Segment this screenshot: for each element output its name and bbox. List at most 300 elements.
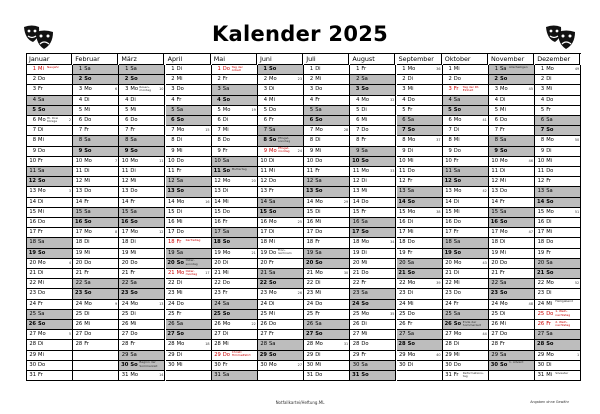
day-number: 14 xyxy=(306,198,314,205)
day-cell xyxy=(443,351,489,361)
day-cell xyxy=(258,208,304,218)
day-cell xyxy=(397,106,443,116)
weekday-label: Di xyxy=(84,310,90,317)
day-number: 31 xyxy=(537,372,545,378)
day-cell xyxy=(166,157,212,167)
day-number: 12 xyxy=(491,178,498,185)
event-label: Silvester xyxy=(555,371,569,375)
weekday-label: Sa xyxy=(269,270,276,276)
day-cell xyxy=(489,340,535,350)
weekday-label: Mi xyxy=(315,219,322,225)
day-cell xyxy=(119,371,165,381)
event-label: Muttertag xyxy=(231,167,247,171)
event-label: Oster-sonntag xyxy=(185,258,198,266)
day-number: 15 xyxy=(167,208,175,215)
day-number: 12 xyxy=(260,178,267,185)
day-cell xyxy=(535,116,581,126)
weekday-label: Mi xyxy=(500,178,506,185)
weekday-label: Mo xyxy=(546,137,554,144)
day-cell xyxy=(258,75,304,85)
day-cell xyxy=(489,85,535,95)
day-number: 27 xyxy=(398,331,406,338)
month-name: Februar xyxy=(73,54,118,65)
day-cell xyxy=(535,269,581,279)
weekday-label: Fr xyxy=(38,86,43,93)
day-number: 5 xyxy=(125,106,129,113)
weekday-label: Sa xyxy=(84,280,91,287)
weekday-label: Mi xyxy=(84,249,91,256)
day-number: 11 xyxy=(121,168,129,174)
weekday-label: Mi xyxy=(84,178,91,185)
day-number: 5 xyxy=(217,106,221,113)
weekday-label: So xyxy=(130,147,138,154)
day-number: 17 xyxy=(214,229,221,236)
weekday-label: Mo xyxy=(269,219,277,225)
day-cell xyxy=(350,96,396,106)
day-number: 13 xyxy=(167,188,175,195)
weekday-label: Mi xyxy=(453,208,460,215)
day-number: 16 xyxy=(537,219,545,225)
weekday-label: Di xyxy=(546,147,552,154)
day-number: 12 xyxy=(75,178,83,185)
day-cell xyxy=(397,300,443,310)
day-number: 12 xyxy=(121,178,129,185)
day-cell xyxy=(304,289,350,299)
day-cell xyxy=(304,96,350,106)
week-number: 15 xyxy=(205,128,210,133)
day-cell xyxy=(119,85,165,95)
week-number: 13 xyxy=(159,301,164,306)
day-number: 21 xyxy=(214,270,221,276)
weekday-label: Do xyxy=(130,331,138,338)
day-cell xyxy=(397,361,443,371)
day-cell xyxy=(350,361,396,371)
weekday-label: Do xyxy=(269,178,277,185)
day-cell xyxy=(73,279,119,289)
day-number: 9 xyxy=(124,147,129,154)
day-cell xyxy=(350,320,396,330)
day-number: 19 xyxy=(260,249,267,256)
day-cell xyxy=(27,228,73,238)
weekday-label: Sa xyxy=(500,66,507,72)
weekday-label: Mi xyxy=(38,66,44,72)
weekday-label: Do xyxy=(222,351,230,358)
weekday-label: Mi xyxy=(38,280,44,287)
day-cell xyxy=(397,147,443,157)
weekday-label: Mi xyxy=(176,361,183,368)
day-number: 1 xyxy=(125,66,129,72)
weekday-label: So xyxy=(453,178,462,185)
weekday-label: Sa xyxy=(361,76,368,83)
holiday-label: 2. Weih-nachtstag xyxy=(555,320,571,327)
page-title: Kalender 2025 xyxy=(211,22,389,46)
day-number: 15 xyxy=(75,208,83,215)
weekday-label: Sa xyxy=(315,321,322,327)
day-number: 7 xyxy=(448,127,452,134)
day-cell xyxy=(212,259,258,269)
weekday-label: Fr xyxy=(315,96,320,103)
day-cell xyxy=(27,289,73,299)
month-column xyxy=(304,54,350,381)
weekday-label: So xyxy=(546,270,554,276)
day-number: 3 xyxy=(494,86,498,93)
weekday-label: Di xyxy=(500,239,506,246)
day-number: 28 xyxy=(260,341,267,348)
day-cell xyxy=(27,167,73,177)
weekday-label: Mi xyxy=(546,157,553,164)
day-cell xyxy=(119,198,165,208)
day-number: 1 xyxy=(402,66,406,72)
day-cell xyxy=(397,340,443,350)
weekday-label: Sa xyxy=(130,137,137,144)
day-cell xyxy=(535,361,581,371)
day-number: 23 xyxy=(214,290,221,297)
day-number: 12 xyxy=(167,178,175,185)
weekday-label: Di xyxy=(269,157,275,164)
day-cell xyxy=(212,85,258,95)
weekday-label: Sa xyxy=(453,96,461,103)
day-number: 4 xyxy=(494,96,498,103)
day-cell xyxy=(304,218,350,228)
weekday-label: So xyxy=(176,188,184,195)
weekday-label: Mi xyxy=(176,219,183,225)
holiday-label: Christi Himmelfahrt xyxy=(231,350,251,358)
day-number: 3 xyxy=(540,86,545,93)
day-cell xyxy=(489,65,535,75)
day-cell xyxy=(350,75,396,85)
weekday-label: Mi xyxy=(361,331,368,338)
day-cell xyxy=(350,371,396,381)
weekday-label: Sa xyxy=(222,229,230,236)
day-number: 22 xyxy=(75,280,83,287)
day-number: 15 xyxy=(259,208,267,215)
day-cell xyxy=(397,177,443,187)
event-label: Heiligabend xyxy=(555,299,574,304)
day-cell xyxy=(258,136,304,146)
day-cell xyxy=(397,218,443,228)
day-cell xyxy=(258,218,304,228)
day-number: 23 xyxy=(74,290,83,297)
day-number: 15 xyxy=(121,208,129,215)
day-number: 4 xyxy=(125,96,129,103)
weekday-label: Mi xyxy=(546,300,553,307)
day-number: 13 xyxy=(305,188,314,195)
day-cell xyxy=(119,269,165,279)
day-cell xyxy=(443,187,489,197)
month-column xyxy=(397,54,443,381)
weekday-label: So xyxy=(500,361,508,368)
day-number: 8 xyxy=(356,137,360,144)
weekday-label: Do xyxy=(222,66,230,72)
day-cell xyxy=(73,330,119,340)
weekday-label: Do xyxy=(315,86,323,93)
day-cell xyxy=(535,340,581,350)
day-cell xyxy=(535,96,581,106)
weekday-label: Do xyxy=(269,249,277,256)
day-number: 20 xyxy=(260,259,267,266)
month-column xyxy=(258,54,304,381)
day-number: 7 xyxy=(217,127,221,134)
day-number: 7 xyxy=(356,127,360,134)
day-number: 11 xyxy=(445,168,452,174)
weekday-label: Mi xyxy=(453,137,460,144)
day-number: 10 xyxy=(121,157,129,164)
weekday-label: Do xyxy=(546,168,554,174)
day-cell xyxy=(443,65,489,75)
weekday-label: So xyxy=(222,239,231,246)
day-number: 19 xyxy=(28,249,36,256)
day-number: 3 xyxy=(309,86,314,93)
day-number: 21 xyxy=(536,270,545,276)
day-number: 24 xyxy=(29,300,36,307)
day-number: 6 xyxy=(402,117,406,123)
day-number: 15 xyxy=(398,208,406,215)
day-cell xyxy=(304,147,350,157)
weekday-label: Di xyxy=(315,137,321,144)
weekday-label: Mo xyxy=(315,198,323,205)
day-number: 13 xyxy=(445,188,452,195)
day-cell xyxy=(397,126,443,136)
day-cell xyxy=(535,238,581,248)
weekday-label: Fr xyxy=(176,96,182,103)
day-number: 2 xyxy=(32,76,36,83)
weekday-label: Mo xyxy=(407,208,416,215)
day-number: 16 xyxy=(74,219,83,225)
day-cell xyxy=(304,259,350,269)
day-cell xyxy=(27,279,73,289)
day-cell xyxy=(489,218,535,228)
day-number: 4 xyxy=(356,96,360,103)
day-cell xyxy=(350,85,396,95)
day-number: 18 xyxy=(29,239,36,246)
day-cell xyxy=(258,65,304,75)
day-number: 30 xyxy=(398,361,406,368)
day-cell xyxy=(304,126,350,136)
day-number: 4 xyxy=(32,96,36,103)
day-number: 1 xyxy=(309,66,314,72)
day-cell xyxy=(304,300,350,310)
day-cell xyxy=(535,228,581,238)
day-number: 3 xyxy=(32,86,36,93)
weekday-label: So xyxy=(176,117,184,123)
day-number: 29 xyxy=(121,351,129,358)
day-cell xyxy=(304,351,350,361)
weekday-label: Sa xyxy=(453,168,461,174)
day-cell xyxy=(27,65,73,75)
day-cell xyxy=(73,85,119,95)
weekday-label: Sa xyxy=(130,351,137,358)
day-number: 2 xyxy=(356,76,360,83)
day-cell xyxy=(350,106,396,116)
day-number: 26 xyxy=(398,321,406,327)
weekday-label: Sa xyxy=(407,188,415,195)
weekday-label: So xyxy=(500,147,508,154)
week-number: 18 xyxy=(205,342,210,347)
day-cell xyxy=(397,65,443,75)
month-name: Oktober xyxy=(443,54,488,65)
empty-cell xyxy=(73,371,119,381)
weekday-label: So xyxy=(546,127,554,134)
day-cell xyxy=(27,330,73,340)
day-number: 8 xyxy=(125,137,129,144)
weekday-label: Mo xyxy=(361,168,370,174)
weekday-label: Sa xyxy=(176,249,184,256)
day-cell xyxy=(443,289,489,299)
weekday-label: Mo xyxy=(176,341,185,348)
day-cell xyxy=(397,289,443,299)
day-cell xyxy=(535,136,581,146)
day-cell xyxy=(119,65,165,75)
month-name: November xyxy=(489,54,534,65)
day-cell xyxy=(27,157,73,167)
day-number: 29 xyxy=(352,351,360,358)
day-number: 18 xyxy=(306,239,314,246)
day-cell xyxy=(166,167,212,177)
day-cell xyxy=(212,228,258,238)
day-number: 26 xyxy=(537,321,545,327)
week-number: 8 xyxy=(115,230,118,235)
day-number: 13 xyxy=(398,188,406,195)
day-cell xyxy=(212,106,258,116)
weekday-label: So xyxy=(84,219,92,225)
day-cell xyxy=(73,167,119,177)
day-number: 4 xyxy=(309,96,314,103)
day-cell xyxy=(397,238,443,248)
week-number: 3 xyxy=(68,189,71,194)
day-cell xyxy=(443,279,489,289)
weekday-label: Fr xyxy=(269,331,274,338)
day-cell xyxy=(535,330,581,340)
day-cell xyxy=(73,157,119,167)
day-cell xyxy=(119,330,165,340)
day-number: 20 xyxy=(121,259,129,266)
day-number: 25 xyxy=(306,310,314,317)
weekday-label: Di xyxy=(269,300,275,307)
week-number: 16 xyxy=(205,199,210,204)
weekday-label: Fr xyxy=(453,372,459,378)
day-cell xyxy=(258,361,304,371)
day-cell xyxy=(27,85,73,95)
weekday-label: Mi xyxy=(361,188,368,195)
day-cell xyxy=(212,157,258,167)
day-cell xyxy=(166,289,212,299)
day-number: 19 xyxy=(214,249,221,256)
week-number: 39 xyxy=(436,281,441,286)
weekday-label: Fr xyxy=(407,106,413,113)
weekday-label: Do xyxy=(269,321,277,327)
weekday-label: Do xyxy=(222,280,230,287)
day-cell xyxy=(73,96,119,106)
day-number: 25 xyxy=(29,310,36,317)
weekday-label: Di xyxy=(84,96,90,103)
weekday-label: Di xyxy=(361,249,367,256)
weekday-label: Mo xyxy=(130,86,139,93)
day-number: 8 xyxy=(494,137,498,144)
day-cell xyxy=(397,75,443,85)
weekday-label: Mi xyxy=(500,249,506,256)
day-number: 13 xyxy=(75,188,83,195)
day-cell xyxy=(166,279,212,289)
day-cell xyxy=(350,208,396,218)
weekday-label: Do xyxy=(546,239,554,246)
day-number: 15 xyxy=(306,208,314,215)
week-number: 29 xyxy=(343,199,349,204)
day-number: 7 xyxy=(263,127,267,134)
day-number: 29 xyxy=(214,351,221,358)
day-number: 19 xyxy=(398,249,406,256)
event-label: Beginn der Sommerzeit xyxy=(139,360,158,368)
month-name: Januar xyxy=(27,54,72,65)
day-cell xyxy=(258,106,304,116)
day-cell xyxy=(212,371,258,381)
day-number: 30 xyxy=(167,361,175,368)
weekday-label: Sa xyxy=(453,310,461,317)
day-number: 21 xyxy=(306,270,314,276)
weekday-label: Fr xyxy=(500,127,505,134)
day-number: 30 xyxy=(29,361,36,368)
month-name: Mai xyxy=(212,54,257,65)
day-number: 17 xyxy=(121,229,129,236)
day-cell xyxy=(212,208,258,218)
weekday-label: Mi xyxy=(130,178,137,185)
weekday-label: Sa xyxy=(130,66,137,72)
day-cell xyxy=(489,320,535,330)
empty-cell xyxy=(73,361,119,371)
day-number: 29 xyxy=(259,351,267,358)
day-cell xyxy=(443,238,489,248)
weekday-label: Mi xyxy=(130,249,137,256)
day-cell xyxy=(443,208,489,218)
day-number: 5 xyxy=(309,106,314,113)
day-cell xyxy=(166,136,212,146)
day-cell xyxy=(258,351,304,361)
day-cell xyxy=(397,351,443,361)
day-cell xyxy=(119,279,165,289)
weekday-label: Mi xyxy=(222,341,229,348)
weekday-label: Mo xyxy=(84,300,92,307)
weekday-label: Mo xyxy=(38,188,46,195)
day-number: 20 xyxy=(398,259,406,266)
weekday-label: Sa xyxy=(84,137,91,144)
day-cell xyxy=(304,371,350,381)
day-number: 2 xyxy=(124,76,129,83)
theater-masks-icon xyxy=(22,24,56,52)
day-cell xyxy=(258,310,304,320)
day-number: 9 xyxy=(171,147,175,154)
day-number: 23 xyxy=(352,290,360,297)
day-cell xyxy=(166,198,212,208)
weekday-label: Mi xyxy=(407,229,414,236)
day-cell xyxy=(489,157,535,167)
day-number: 21 xyxy=(352,270,360,276)
day-cell xyxy=(350,310,396,320)
weekday-label: Fr xyxy=(315,168,320,174)
day-cell xyxy=(166,96,212,106)
weekday-label: Mi xyxy=(546,86,553,93)
day-number: 6 xyxy=(309,117,314,123)
weekday-label: Do xyxy=(176,229,184,236)
day-number: 17 xyxy=(491,229,498,236)
weekday-label: Sa xyxy=(38,168,45,174)
day-number: 3 xyxy=(448,86,452,93)
month-name: Dezember xyxy=(535,54,580,65)
weekday-label: Do xyxy=(407,310,415,317)
day-number: 30 xyxy=(306,361,314,368)
weekday-label: Mo xyxy=(453,331,462,338)
day-cell xyxy=(397,116,443,126)
day-cell xyxy=(443,177,489,187)
day-number: 22 xyxy=(537,280,545,287)
